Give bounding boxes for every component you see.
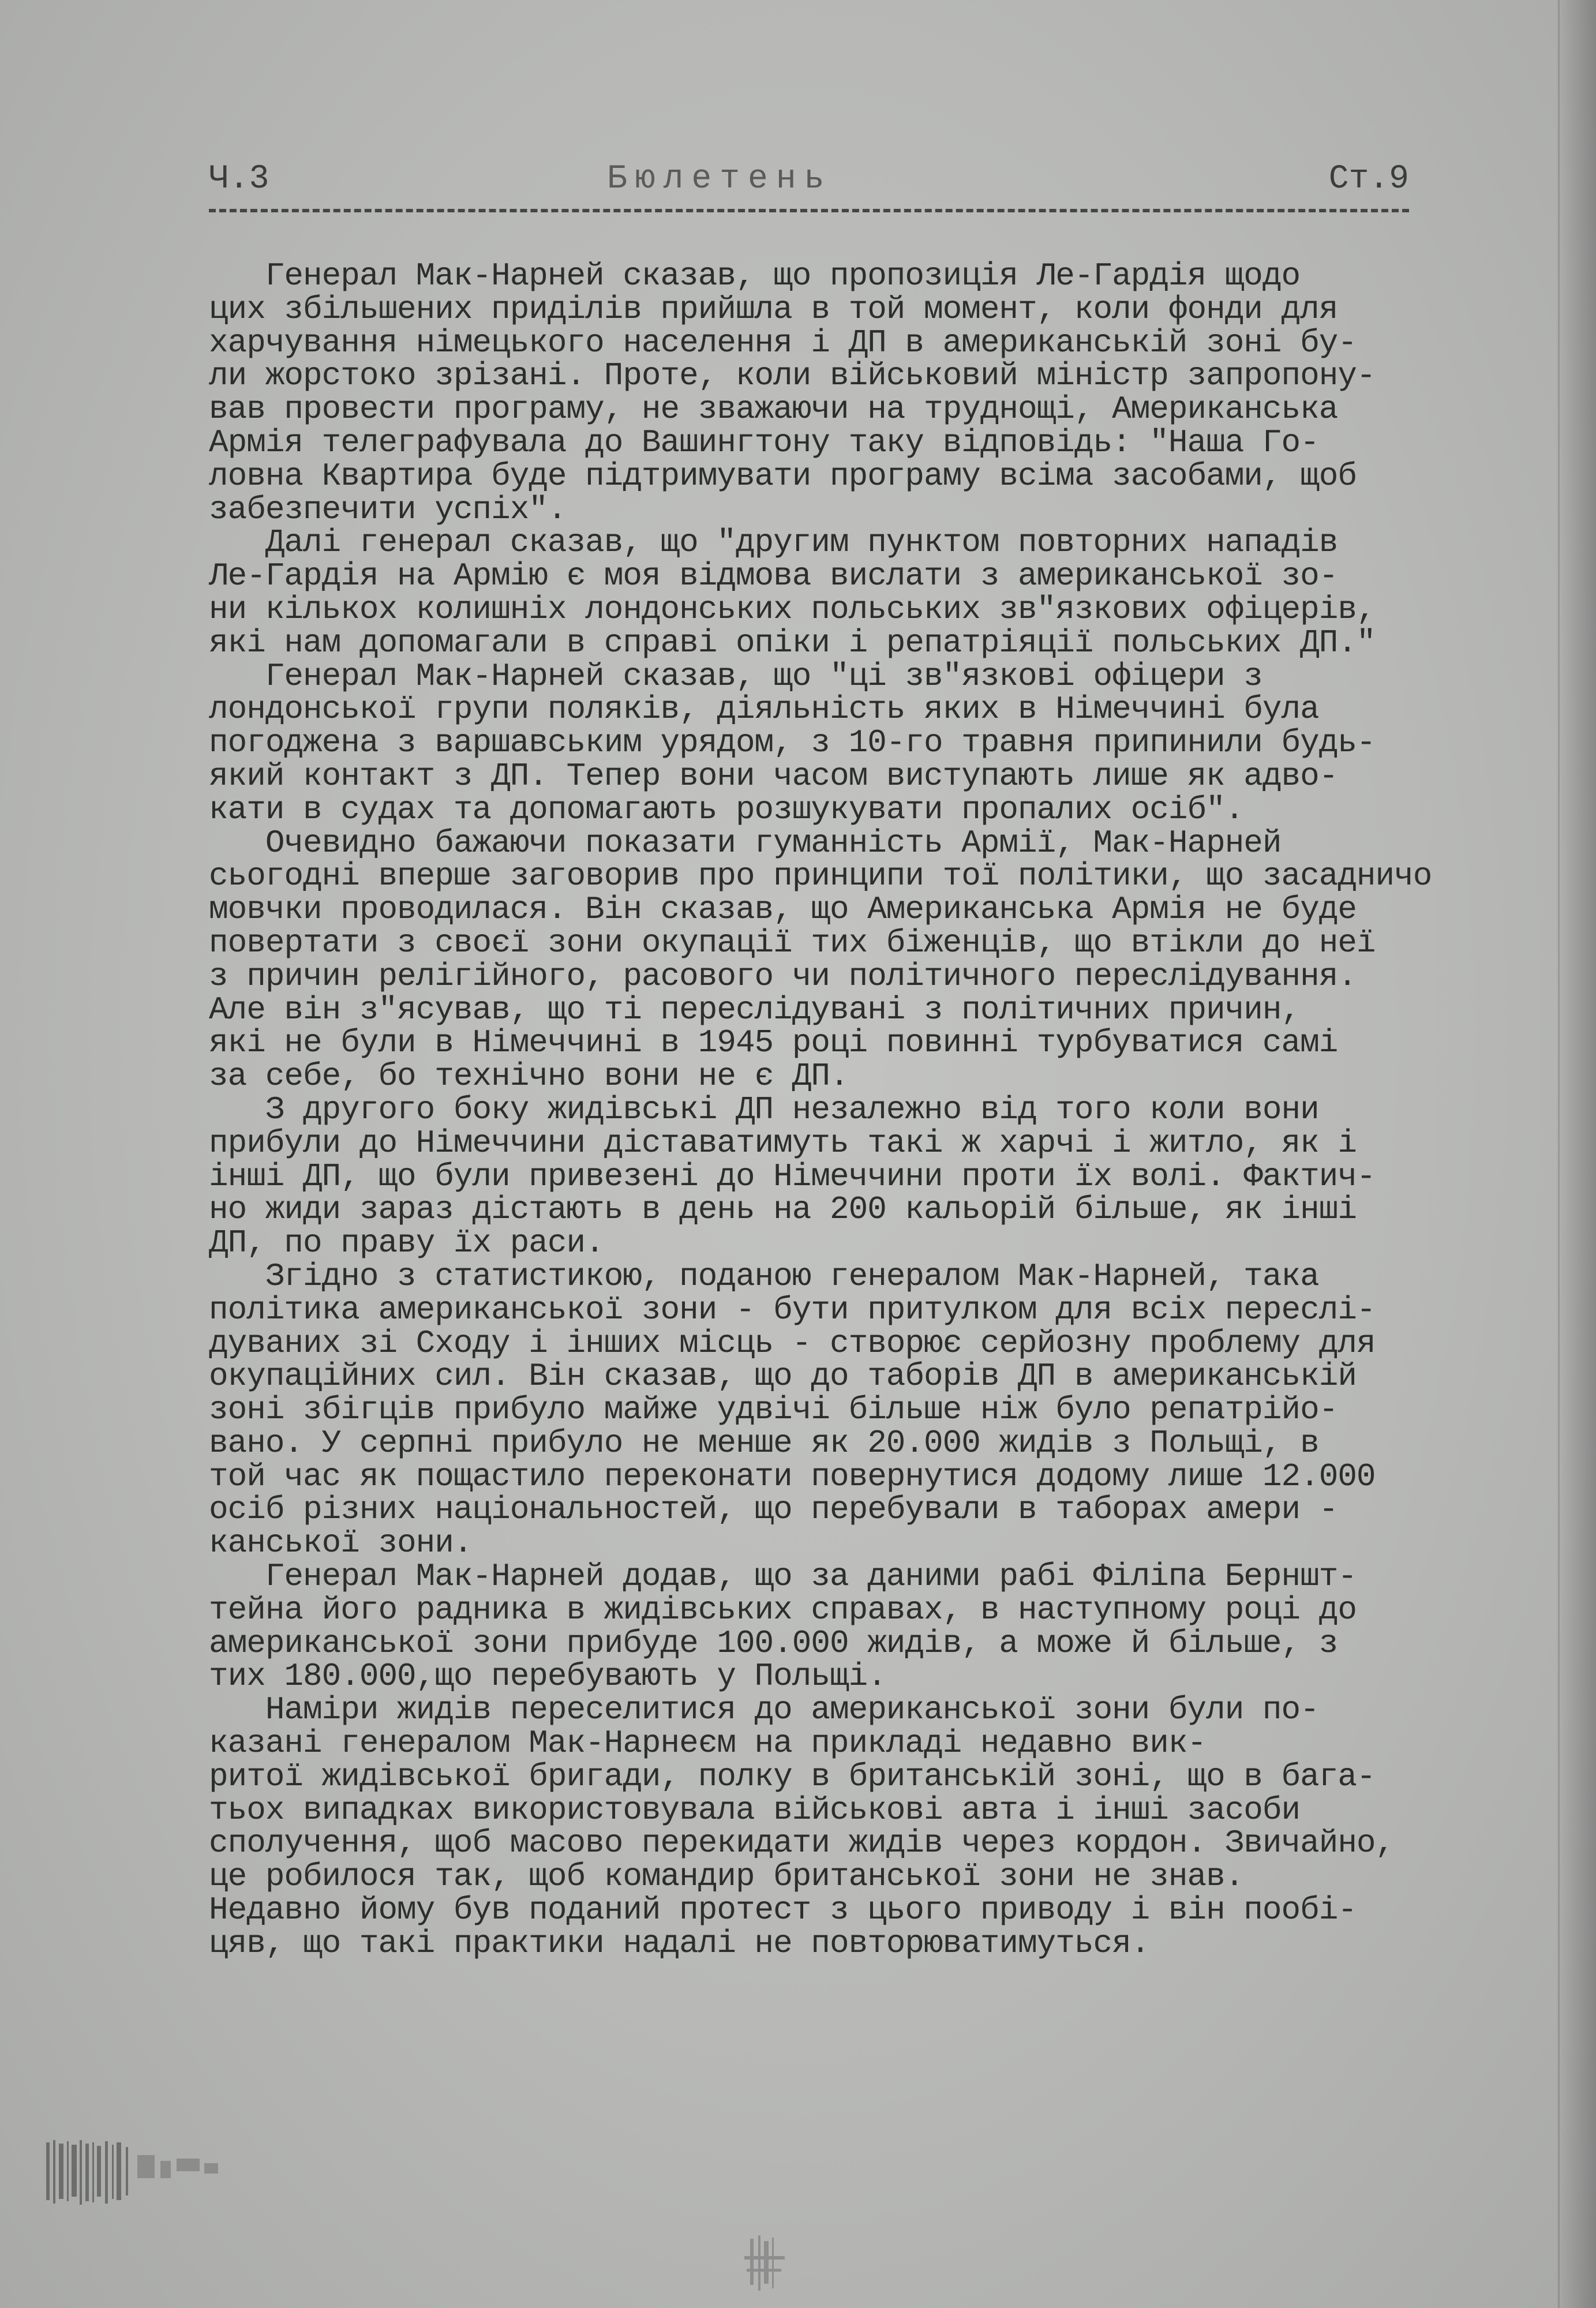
body-text <box>209 257 1458 1962</box>
text-line: харчування німецького населення і ДП в американській зоні бу- <box>209 324 1357 361</box>
text-line: Армія телеграфувала до Вашингтону таку відповідь: "Наша Го- <box>209 424 1319 461</box>
text-line: Згідно з статистикою, поданою генералом Мак-Нарней, така <box>209 1257 1319 1295</box>
text-line: інші ДП, що були привезені до Німеччини проти їх волі. Фактич- <box>209 1157 1376 1195</box>
text-line: сполучення, щоб масово перекидати жидів через кордон. Звичайно, <box>209 1824 1395 1862</box>
text-line: ли жорстоко зрізані. Проте, коли військовий міністр запропону- <box>209 357 1376 395</box>
text-line: за себе, бо технічно вони не є ДП. <box>209 1058 849 1095</box>
text-line: лондонської групи поляків, діяльність яких в Німеччині була <box>209 691 1319 728</box>
bulletin-title: Бюлетень <box>607 160 833 198</box>
text-line: політика американської зони - бути притулком для всіх переслі- <box>209 1291 1376 1328</box>
text-line: Недавно йому був поданий протест з цього приводу і він пообі- <box>209 1891 1357 1929</box>
text-line: який контакт з ДП. Тепер вони часом виступають лише як адво- <box>209 757 1338 795</box>
archive-stamp-mark <box>45 2138 241 2213</box>
text-line: тьох випадках використовувала військові авта і інші засоби <box>209 1791 1301 1829</box>
text-line: осіб різних національностей, що перебували в таборах амери - <box>209 1491 1338 1528</box>
text-line: Далі генерал сказав, що "другим пунктом повторних нападів <box>209 524 1338 561</box>
text-line: погоджена з варшавським урядом, з 10-го травня припинили будь- <box>209 724 1376 762</box>
text-line: Генерал Мак-Нарней сказав, що пропозиція Ле-Гардія щодо <box>209 257 1301 294</box>
page-fold-line <box>1558 0 1560 2308</box>
text-line: вав провести програму, не зважаючи на труднощі, Американська <box>209 391 1338 428</box>
text-line: тейна його радника в жидівських справах, в наступному році до <box>209 1591 1357 1628</box>
text-line: ДП, по праву їх раси. <box>209 1224 604 1262</box>
issue-number: Ч.3 <box>209 160 269 198</box>
text-line: американської зони прибуде 100.000 жидів, а може й більше, з <box>209 1624 1338 1662</box>
page-edge-shadow <box>1556 0 1596 2308</box>
page-header <box>209 160 1409 201</box>
text-line: окупаційних сил. Він сказав, що до таборів ДП в американській <box>209 1358 1357 1395</box>
page-number: Ст.9 <box>1328 160 1409 198</box>
text-line: це робилося так, щоб командир британської зони не знав. <box>209 1858 1244 1895</box>
text-line: які нам допомагали в справі опіки і репатріяції польських ДП." <box>209 624 1376 661</box>
text-line: які не були в Німеччині в 1945 році повинні турбуватися самі <box>209 1024 1338 1062</box>
text-line: цих збільшених приділів прийшла в той момент, коли фонди для <box>209 290 1338 328</box>
text-line: канської зони. <box>209 1524 473 1562</box>
text-line: той час як пощастило переконати повернутися додому лише 12.000 <box>209 1458 1376 1495</box>
text-line: повертати з своєї зони окупації тих біженців, що втікли до неї <box>209 924 1376 961</box>
text-line: Генерал Мак-Нарней додав, що за даними рабі Філіпа Берншт- <box>209 1558 1357 1595</box>
text-line: З другого боку жидівські ДП незалежно від того коли вони <box>209 1091 1319 1128</box>
text-line: Але він з"ясував, що ті переслідувані з політичних причин, <box>209 991 1301 1028</box>
text-line: цяв, що такі практики надалі не повторюватимуться. <box>209 1924 1150 1962</box>
text-line: тих 180.000,що перебувають у Польщі. <box>209 1658 886 1695</box>
text-line: зоні збігців прибуло майже удвічі більше ніж було репатрійо- <box>209 1391 1338 1429</box>
text-line: мовчки проводилася. Він сказав, що Американська Армія не буде <box>209 891 1357 928</box>
text-line: прибули до Німеччини діставатимуть такі ж харчі і житло, як і <box>209 1124 1357 1162</box>
ink-blot-mark <box>733 2233 796 2296</box>
text-line: Очевидно бажаючи показати гуманність Армії, Мак-Нарней <box>209 824 1282 861</box>
text-line: забезпечити успіх". <box>209 490 567 528</box>
text-line: но жиди зараз дістають в день на 200 кальорій більше, як інші <box>209 1191 1357 1228</box>
text-line: вано. У серпні прибуло не менше як 20.000 жидів з Польщі, в <box>209 1424 1319 1462</box>
text-line: дуваних зі Сходу і інших місць - створює серйозну проблему для <box>209 1324 1376 1362</box>
text-line: ни кількох колишніх лондонських польських зв"язкових офіцерів, <box>209 590 1376 628</box>
text-line: кати в судах та допомагають розшукувати пропалих осіб". <box>209 790 1244 828</box>
text-line: Генерал Мак-Нарней сказав, що "ці зв"язкові офіцери з <box>209 657 1262 695</box>
text-line: сьогодні вперше заговорив про принципи тої політики, що засадничо <box>209 857 1432 895</box>
text-line: ритої жидівської бригади, полку в британській зоні, що в бага- <box>209 1758 1376 1795</box>
text-line: казані генералом Мак-Нарнеєм на прикладі недавно вик- <box>209 1725 1207 1762</box>
header-divider <box>209 209 1409 212</box>
text-line: Наміри жидів переселитися до американської зони були по- <box>209 1691 1319 1729</box>
text-line: ловна Квартира буде підтримувати програму всіма засобами, щоб <box>209 457 1357 494</box>
text-line: з причин релігійного, расового чи політичного переслідування. <box>209 957 1357 995</box>
text-line: Ле-Гардія на Армію є моя відмова вислати з американської зо- <box>209 557 1338 595</box>
